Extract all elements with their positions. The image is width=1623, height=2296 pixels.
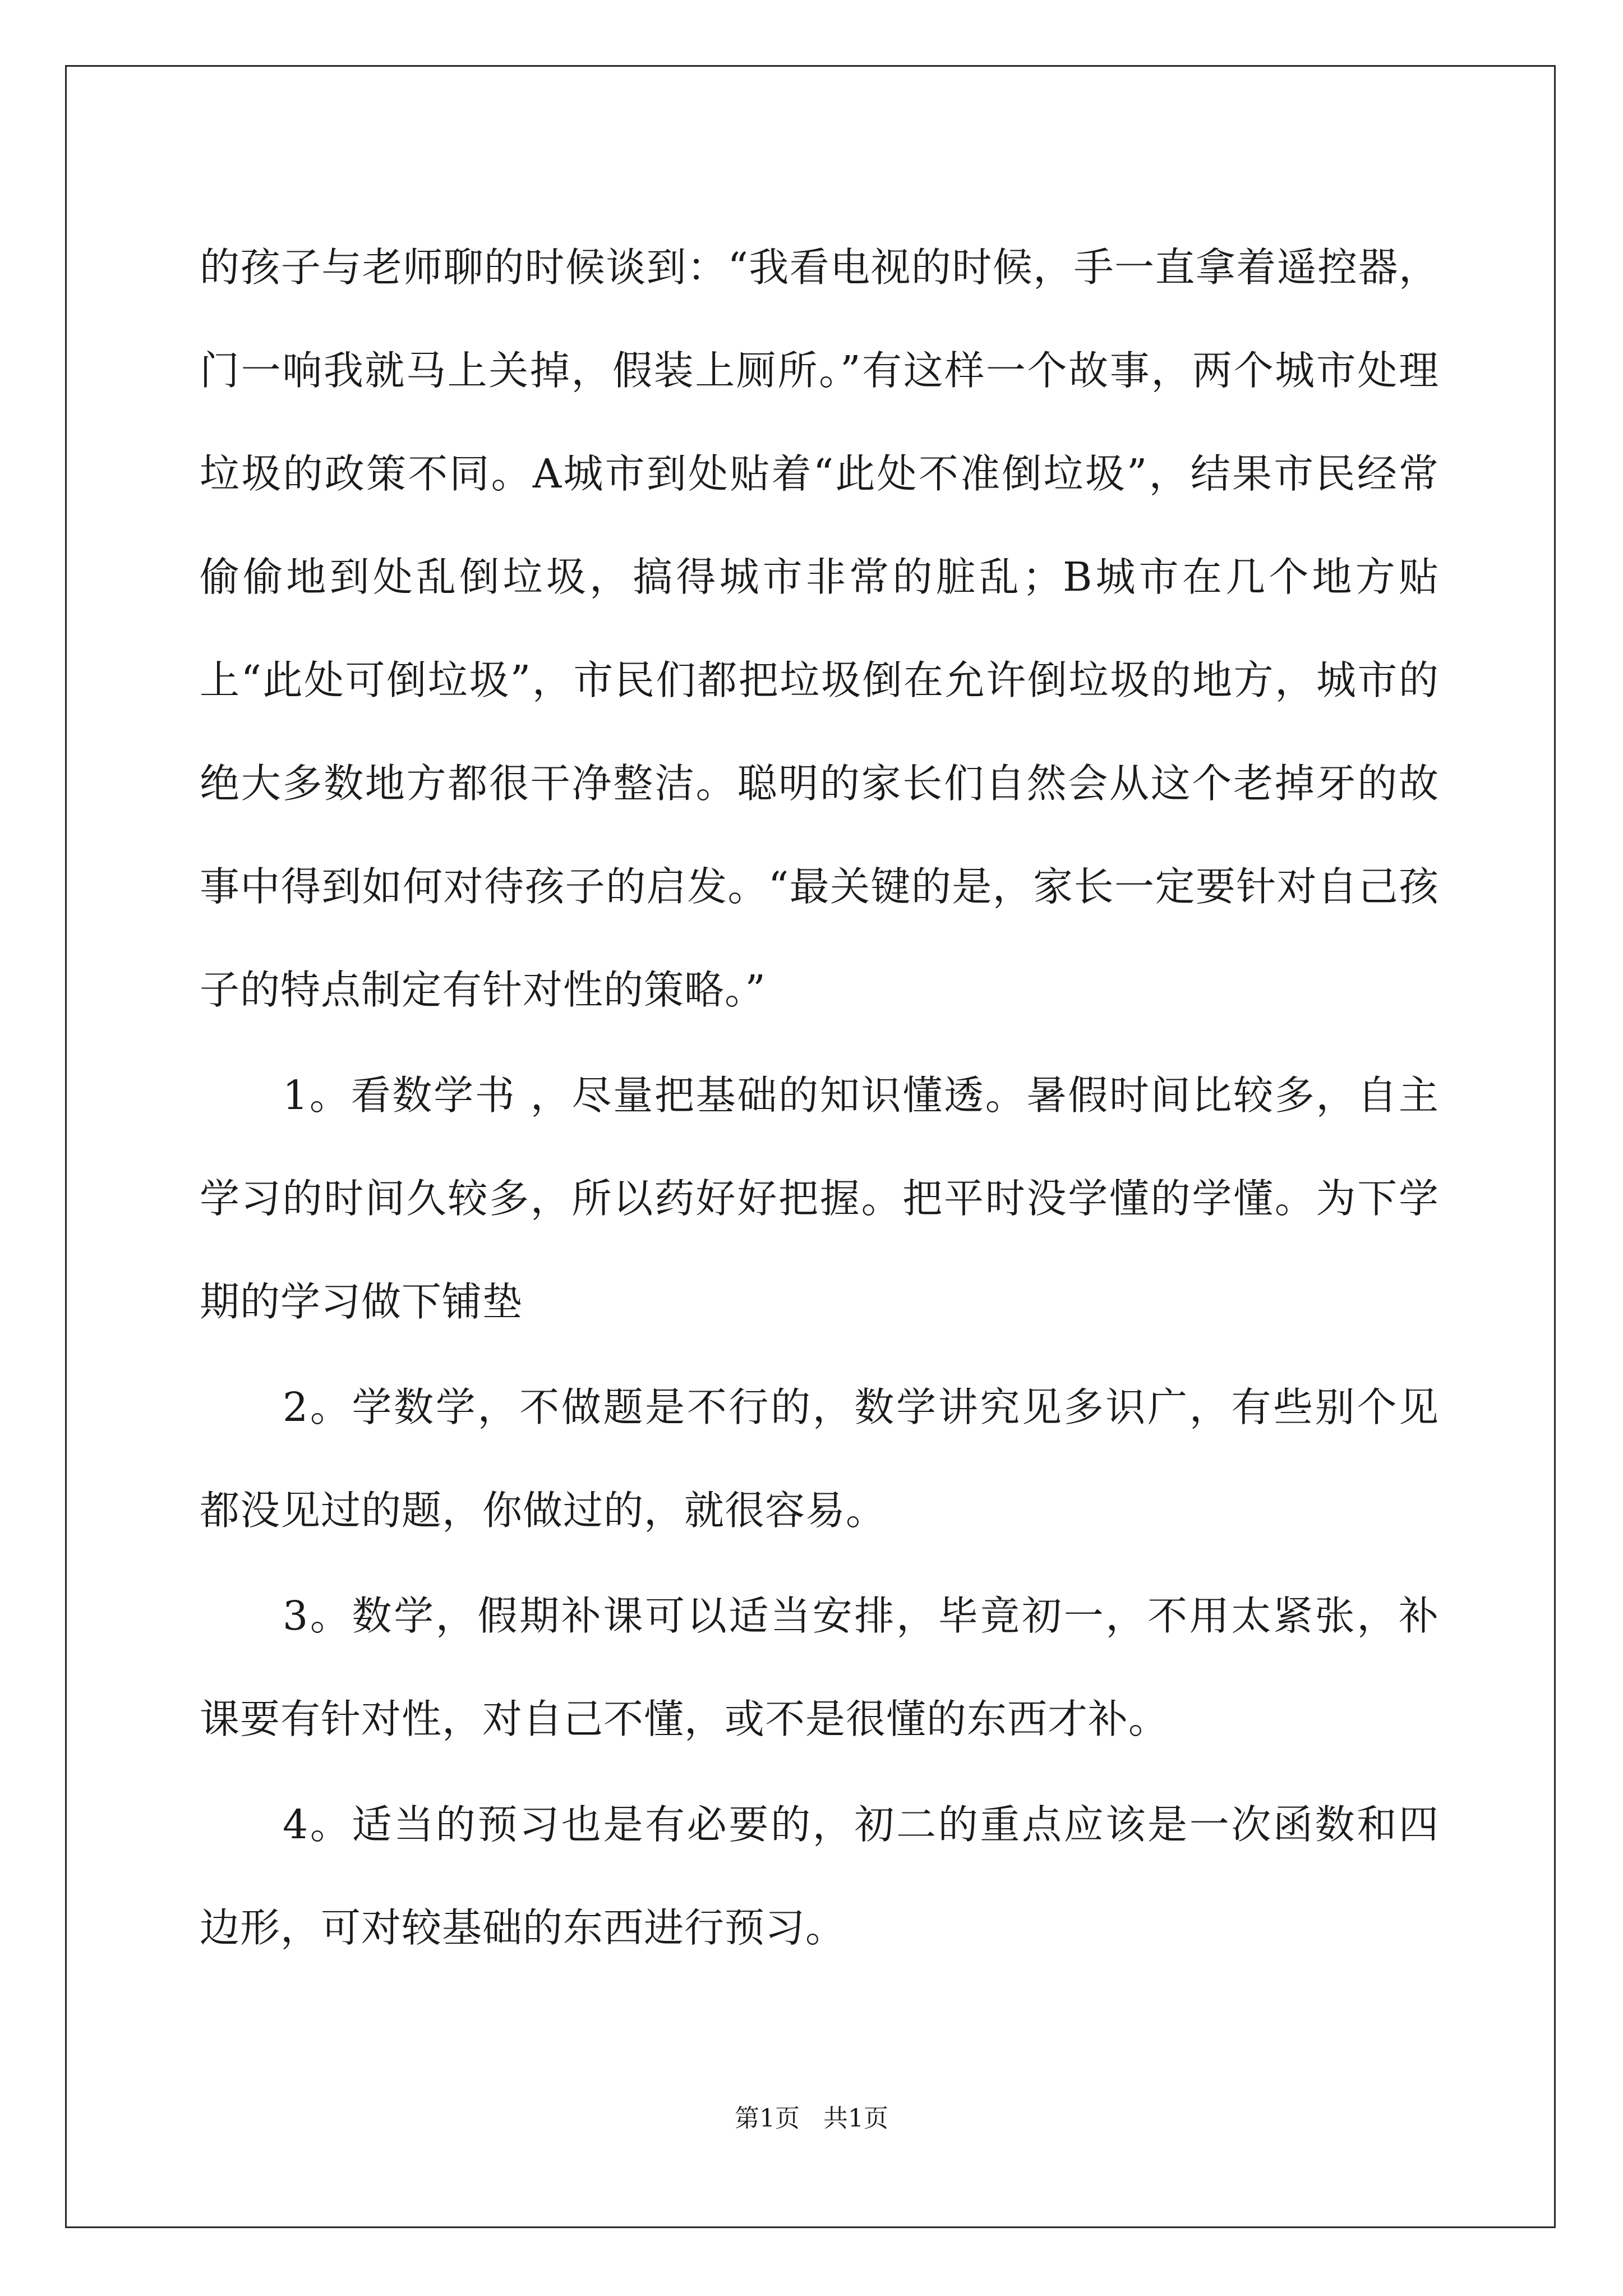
list-item-2: 2。学数学，不做题是不行的，数学讲究见多识广，有些别个见都没见过的题，你做过的，就很容易。 (200, 1384, 1439, 1534)
list-item-1: 1。看数学书 ，尽量把基础的知识懂透。暑假时间比较多，自主学习的时间久较多，所以药好好把握。把平时没学懂的学懂。为下学期的学习做下铺垫 (200, 1072, 1439, 1325)
document-body (200, 216, 1439, 1980)
page-number-footer: 第1页 共1页 (735, 2104, 888, 2133)
list-item-3: 3。数学，假期补课可以适当安排，毕竟初一，不用太紧张，补课要有针对性，对自己不懂，或不是很懂的东西才补。 (200, 1593, 1439, 1742)
list-item-4: 4。适当的预习也是有必要的，初二的重点应该是一次函数和四边形，可对较基础的东西进行预习。 (200, 1801, 1439, 1951)
paragraph-continuation: 的孩子与老师聊的时候谈到：“我看电视的时候，手一直拿着遥控器，门一响我就马上关掉，假装上厕所。”有这样一个故事，两个城市处理垃圾的政策不同。A城市到处贴着“此处不准倒垃圾”，结果市民经常偷偷地到处乱倒垃圾，搞得城市非常的脏乱；B城市在几个地方贴上“此处可倒垃圾”，市民们都把垃圾倒在允许倒垃圾的地方，城市的绝大多数地方都很干净整洁。聪明的家长们自然会从这个老掉牙的故事中得到如何对待孩子的启发。“最关键的是，家长一定要针对自己孩子的特点制定有针对性的策略。” (200, 244, 1439, 1013)
